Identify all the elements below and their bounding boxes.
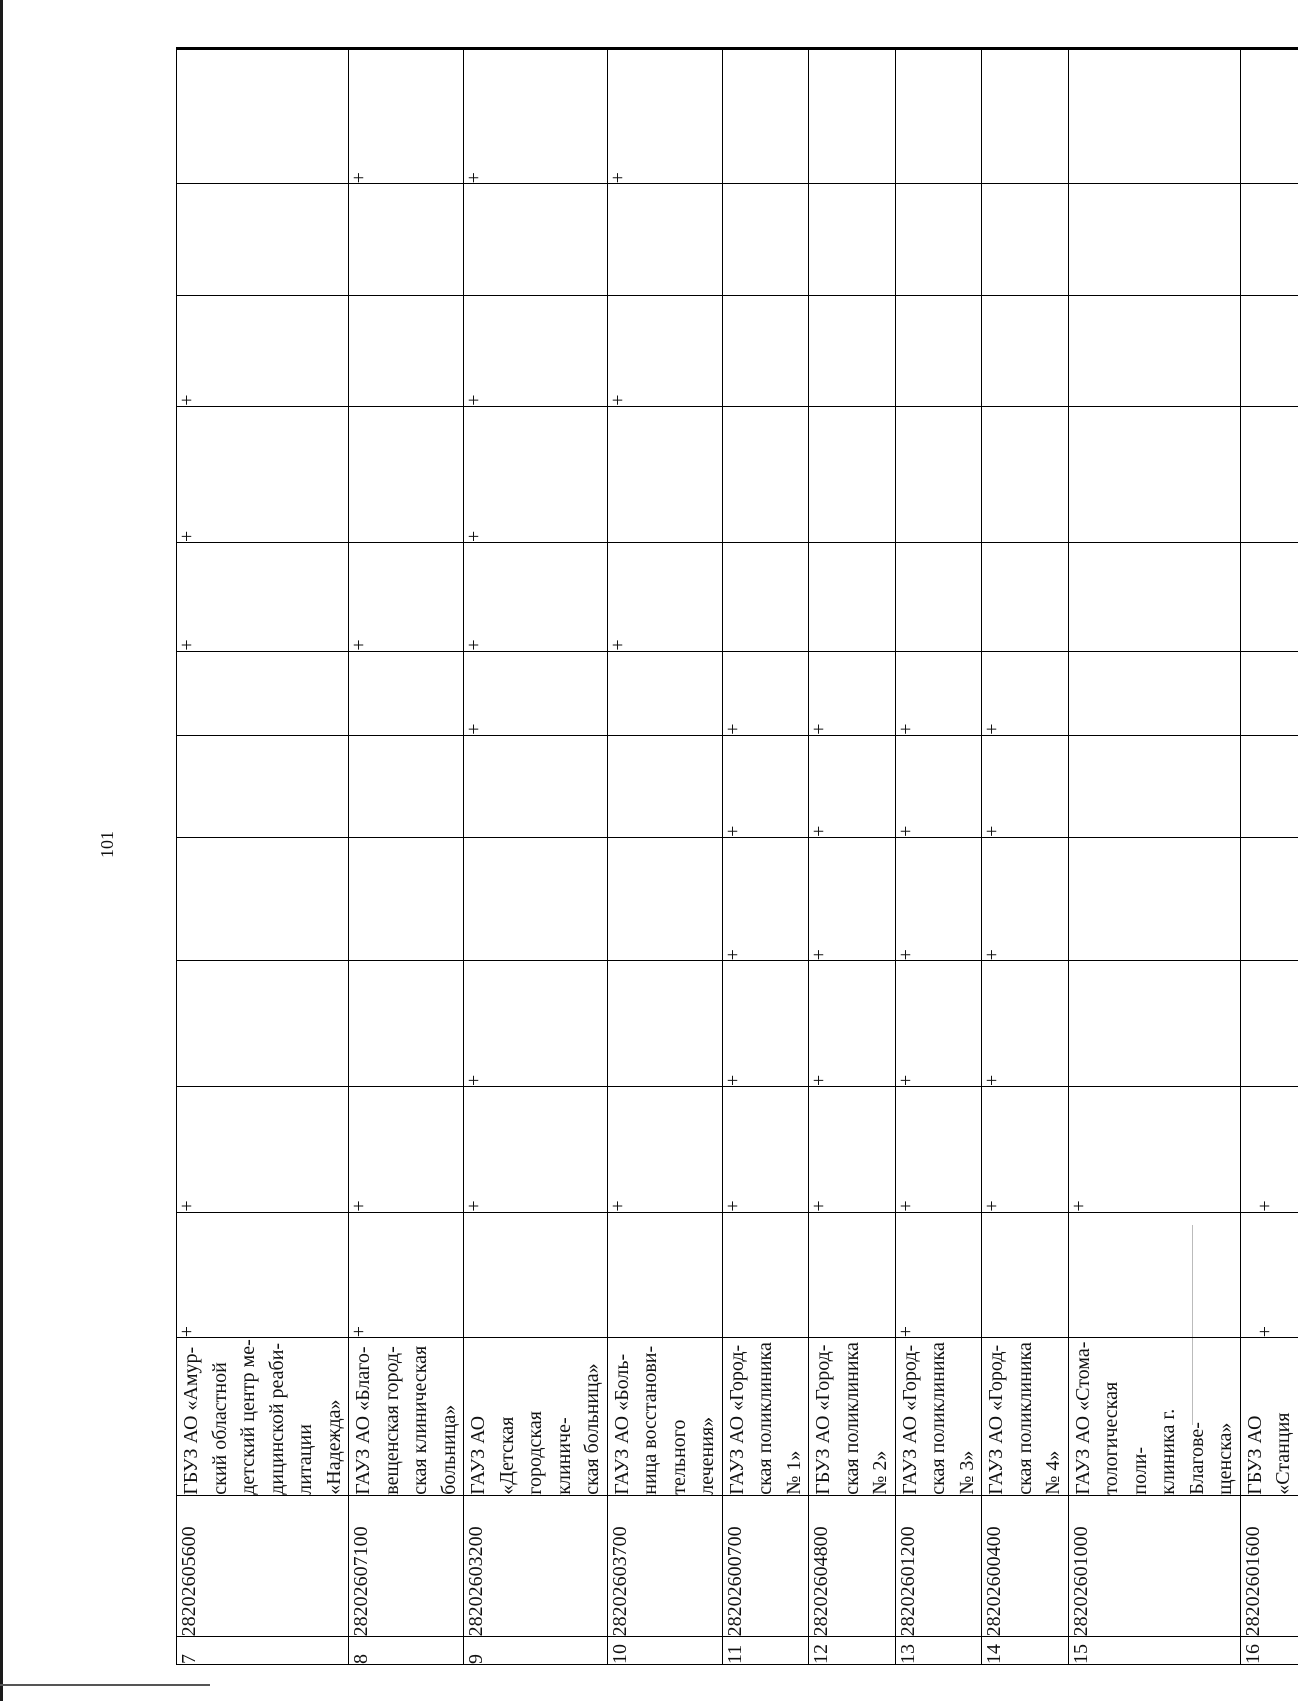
table-row xyxy=(349,49,464,1665)
plus-mark-cell: + xyxy=(464,296,608,407)
empty-mark-cell xyxy=(177,49,349,184)
organization-name-line: ская поликлиника xyxy=(840,1342,863,1495)
empty-mark-cell xyxy=(177,735,349,837)
plus-mark-cell: + xyxy=(177,1212,349,1338)
organization-name-line: ский областной xyxy=(208,1362,231,1495)
organization-name xyxy=(464,1338,608,1496)
empty-mark-cell xyxy=(349,296,464,407)
scan-left-edge xyxy=(0,0,3,1701)
plus-mark-cell: + xyxy=(349,1086,464,1212)
plus-mark-cell: + xyxy=(607,296,722,407)
plus-mark-cell: + xyxy=(722,837,809,960)
organization-name-line: ГБУЗ АО «Амур- xyxy=(180,1346,202,1495)
row-number: 7 xyxy=(177,1637,349,1665)
empty-mark-cell xyxy=(1068,184,1240,296)
row-number: 9 xyxy=(464,1637,608,1665)
empty-mark-cell xyxy=(1240,543,1298,652)
organization-name-line: клиника г. Благове- xyxy=(1157,1408,1208,1495)
plus-mark-cell: + xyxy=(464,961,608,1087)
empty-mark-cell xyxy=(1068,837,1240,960)
empty-mark-cell xyxy=(607,1212,722,1338)
plus-mark-cell: + xyxy=(607,49,722,184)
organization-code: 28202607100 xyxy=(349,1495,464,1637)
plus-mark-cell: + xyxy=(809,961,896,1087)
plus-mark-cell: + xyxy=(982,651,1069,735)
empty-mark-cell xyxy=(1068,296,1240,407)
empty-mark-cell xyxy=(349,735,464,837)
empty-mark-cell xyxy=(349,406,464,542)
organization-name-line: щенска» xyxy=(1214,1422,1236,1495)
organization-name-line: тельного лечения» xyxy=(667,1416,718,1495)
plus-mark-cell: + xyxy=(349,1212,464,1338)
organization-name xyxy=(607,1338,722,1496)
organization-name-line: ГАУЗ АО «Благо- xyxy=(352,1346,374,1495)
empty-mark-cell xyxy=(349,651,464,735)
plus-mark-cell: + xyxy=(982,735,1069,837)
empty-mark-cell xyxy=(722,406,809,542)
plus-mark-cell: + xyxy=(177,296,349,407)
plus-mark-cell: + xyxy=(982,837,1069,960)
organization-code: 28202603700 xyxy=(607,1495,722,1637)
plus-mark-cell: + xyxy=(895,1212,982,1338)
plus-mark-cell: + xyxy=(177,406,349,542)
empty-mark-cell xyxy=(809,1212,896,1338)
organization-name xyxy=(1240,1338,1298,1496)
empty-mark-cell xyxy=(607,406,722,542)
organization-name-line: ГАУЗ АО «Стома- xyxy=(1071,1341,1094,1495)
organization-name-line: ГАУЗ АО «Город- xyxy=(898,1344,921,1495)
row-number: 15 xyxy=(1068,1637,1240,1665)
empty-mark-cell xyxy=(722,1212,809,1338)
organization-code: 28202601600 xyxy=(1240,1495,1298,1637)
plus-mark-cell: + xyxy=(722,735,809,837)
empty-mark-cell xyxy=(177,837,349,960)
organization-name xyxy=(809,1338,896,1496)
empty-mark-cell xyxy=(982,49,1069,184)
plus-mark-cell: + xyxy=(895,837,982,960)
organization-name xyxy=(895,1338,982,1496)
plus-mark-cell: + xyxy=(607,543,722,652)
empty-mark-cell xyxy=(895,543,982,652)
plus-mark-cell: + xyxy=(464,543,608,652)
empty-mark-cell xyxy=(1240,837,1298,960)
empty-mark-cell xyxy=(809,49,896,184)
empty-mark-cell xyxy=(177,961,349,1087)
organization-name-line: больница» xyxy=(437,1404,460,1495)
empty-mark-cell xyxy=(895,184,982,296)
empty-mark-cell xyxy=(982,543,1069,652)
plus-mark-cell: + xyxy=(895,651,982,735)
row-number: 16 xyxy=(1240,1637,1298,1665)
organization-name-line: № 3» xyxy=(955,1450,978,1495)
empty-mark-cell xyxy=(722,49,809,184)
empty-mark-cell xyxy=(982,184,1069,296)
row-number: 11 xyxy=(722,1637,809,1665)
plus-mark-cell: + xyxy=(177,1086,349,1212)
empty-mark-cell xyxy=(349,961,464,1087)
empty-mark-cell xyxy=(1240,49,1298,184)
empty-mark-cell xyxy=(1240,961,1298,1087)
empty-mark-cell xyxy=(464,1212,608,1338)
scan-bottom-edge xyxy=(0,1684,210,1686)
table-row xyxy=(809,49,896,1665)
organization-name xyxy=(177,1338,349,1496)
empty-mark-cell xyxy=(349,837,464,960)
organization-name-line: дицинской реаби- xyxy=(265,1342,288,1495)
plus-mark-cell: + xyxy=(349,49,464,184)
organization-name xyxy=(982,1338,1069,1496)
empty-mark-cell xyxy=(464,184,608,296)
organization-name-line: ГАУЗ АО «Город- xyxy=(725,1344,748,1495)
organization-name xyxy=(722,1338,809,1496)
register-table xyxy=(176,47,1298,1665)
page-number: 101 xyxy=(97,831,117,858)
table-row xyxy=(895,49,982,1665)
empty-mark-cell xyxy=(895,406,982,542)
empty-mark-cell xyxy=(809,296,896,407)
empty-mark-cell xyxy=(1068,961,1240,1087)
organization-code: 28202605600 xyxy=(177,1495,349,1637)
empty-mark-cell xyxy=(722,296,809,407)
empty-mark-cell xyxy=(607,961,722,1087)
organization-code: 28202600400 xyxy=(982,1495,1069,1637)
organization-name-line: № 1» xyxy=(782,1450,805,1495)
plus-mark-cell: + xyxy=(722,651,809,735)
empty-mark-cell xyxy=(607,184,722,296)
empty-mark-cell xyxy=(809,543,896,652)
plus-mark-cell: + xyxy=(1240,1212,1298,1338)
empty-mark-cell xyxy=(607,837,722,960)
table-row xyxy=(1240,49,1298,1665)
empty-mark-cell xyxy=(722,184,809,296)
organization-name xyxy=(1068,1338,1240,1496)
table-row xyxy=(1068,49,1240,1665)
table-row xyxy=(607,49,722,1665)
plus-mark-cell: + xyxy=(722,961,809,1087)
table-row xyxy=(464,49,608,1665)
empty-mark-cell xyxy=(177,184,349,296)
table-row xyxy=(177,49,349,1665)
table-row xyxy=(722,49,809,1665)
empty-mark-cell xyxy=(1068,651,1240,735)
row-number: 13 xyxy=(895,1637,982,1665)
empty-mark-cell xyxy=(809,406,896,542)
empty-mark-cell xyxy=(349,184,464,296)
plus-mark-cell: + xyxy=(464,49,608,184)
organization-name-line: ГАУЗ АО «Боль- xyxy=(610,1353,633,1495)
plus-mark-cell: + xyxy=(464,406,608,542)
plus-mark-cell: + xyxy=(895,1086,982,1212)
empty-mark-cell xyxy=(1068,735,1240,837)
plus-mark-cell: + xyxy=(982,961,1069,1087)
organization-name-line: ская поликлиника xyxy=(1013,1342,1036,1495)
empty-mark-cell xyxy=(982,296,1069,407)
plus-mark-cell: + xyxy=(1068,1086,1240,1212)
organization-name-line: тологическая поли- xyxy=(1100,1381,1151,1495)
organization-name-line: ская поликлиника xyxy=(927,1342,949,1495)
row-number: 14 xyxy=(982,1637,1069,1665)
empty-mark-cell xyxy=(1068,49,1240,184)
organization-name-line: № 4» xyxy=(1042,1450,1064,1495)
empty-mark-cell xyxy=(607,735,722,837)
organization-name-line: ГБУЗ АО «Город- xyxy=(812,1344,834,1495)
plus-mark-cell: + xyxy=(1240,1086,1298,1212)
organization-name-line: литации «Надежда» xyxy=(294,1399,345,1495)
empty-mark-cell xyxy=(1240,735,1298,837)
empty-mark-cell xyxy=(1240,651,1298,735)
plus-mark-cell: + xyxy=(982,1086,1069,1212)
plus-mark-cell: + xyxy=(809,651,896,735)
row-number: 10 xyxy=(607,1637,722,1665)
plus-mark-cell: + xyxy=(809,735,896,837)
plus-mark-cell: + xyxy=(895,735,982,837)
organization-code: 28202601000 xyxy=(1068,1495,1240,1637)
empty-mark-cell xyxy=(1240,406,1298,542)
empty-mark-cell xyxy=(895,296,982,407)
empty-mark-cell xyxy=(1240,184,1298,296)
plus-mark-cell: + xyxy=(464,651,608,735)
empty-mark-cell xyxy=(809,184,896,296)
empty-mark-cell xyxy=(982,406,1069,542)
rotated-table-container xyxy=(176,47,1294,1665)
organization-name-line: городская клиниче- xyxy=(524,1411,575,1495)
plus-mark-cell: + xyxy=(349,543,464,652)
organization-code: 28202600700 xyxy=(722,1495,809,1637)
organization-name-line: № 2» xyxy=(869,1450,891,1495)
empty-mark-cell xyxy=(1068,543,1240,652)
empty-mark-cell xyxy=(1240,296,1298,407)
organization-name-line: детский центр ме- xyxy=(237,1339,259,1495)
organization-name-line: ница восстанови- xyxy=(639,1345,661,1495)
plus-mark-cell: + xyxy=(809,837,896,960)
table-body xyxy=(177,49,1298,1665)
empty-mark-cell xyxy=(464,735,608,837)
empty-mark-cell xyxy=(895,49,982,184)
organization-code: 28202603200 xyxy=(464,1495,608,1637)
empty-mark-cell xyxy=(722,543,809,652)
empty-mark-cell xyxy=(464,837,608,960)
organization-name-line: ГАУЗ АО «Детская xyxy=(467,1415,518,1495)
organization-code: 28202604800 xyxy=(809,1495,896,1637)
organization-name-line: вещенская город- xyxy=(380,1346,403,1495)
organization-name xyxy=(349,1338,464,1496)
empty-mark-cell xyxy=(1068,1212,1240,1338)
plus-mark-cell: + xyxy=(464,1086,608,1212)
organization-code: 28202601200 xyxy=(895,1495,982,1637)
row-number: 12 xyxy=(809,1637,896,1665)
organization-name-line: ГБУЗ АО «Станция xyxy=(1243,1412,1294,1495)
organization-name-line: ская клиническая xyxy=(409,1345,431,1495)
organization-name-line: ская поликлиника xyxy=(754,1342,776,1495)
empty-mark-cell xyxy=(1068,406,1240,542)
empty-mark-cell xyxy=(177,651,349,735)
organization-name-line: ская больница» xyxy=(581,1363,603,1495)
row-number: 8 xyxy=(349,1637,464,1665)
empty-mark-cell xyxy=(982,1212,1069,1338)
plus-mark-cell: + xyxy=(809,1086,896,1212)
plus-mark-cell: + xyxy=(607,1086,722,1212)
empty-mark-cell xyxy=(607,651,722,735)
plus-mark-cell: + xyxy=(895,961,982,1087)
organization-name-line: ГАУЗ АО «Город- xyxy=(985,1344,1007,1495)
plus-mark-cell: + xyxy=(722,1086,809,1212)
table-row xyxy=(982,49,1069,1665)
plus-mark-cell: + xyxy=(177,543,349,652)
